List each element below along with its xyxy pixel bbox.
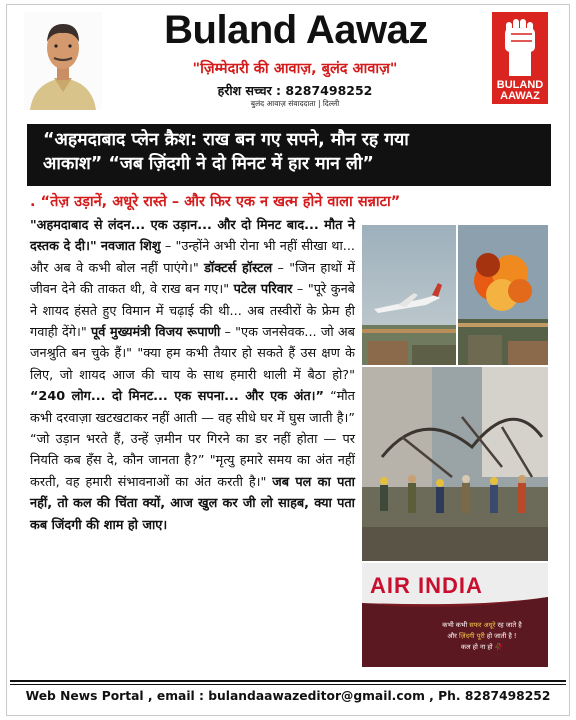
footer-divider	[10, 680, 566, 682]
plane-takeoff-photo	[362, 225, 456, 365]
main-headline	[27, 124, 551, 186]
editor-designation: बुलंद आवाज़ संवाददाता | दिल्ली	[250, 99, 340, 108]
article-body	[30, 215, 355, 536]
logo-text-line1: BULAND	[496, 79, 544, 91]
airline-logo-text: AIR INDIA	[370, 573, 483, 598]
crash-fire-photo	[458, 225, 548, 365]
quote-text: रह जाते है	[495, 621, 522, 629]
label-former-cm: पूर्व मुख्यमंत्री विजय रूपाणी	[90, 325, 221, 341]
headline-line1: “अहमदाबाद प्लेन क्रैश: राख बन गए सपने, मौन रह गया	[43, 130, 409, 150]
tribute-quote	[412, 620, 552, 653]
headline-line2: आकाश” “जब ज़िंदगी ने दो मिनट में हार मान ली”	[43, 154, 374, 174]
article-lead: "अहमदाबाद से लंदन... एक उड़ान... और दो मिनट बाद... मौत ने दस्तक दे दी।"	[30, 218, 355, 255]
quote-text: कभी कभी	[442, 621, 470, 629]
footer-contact: Web News Portal , email : bulandaawazeditor@gmail.com , Ph. 8287498252	[25, 689, 551, 703]
article-highlight: “240 लोग... दो मिनट... एक सपना... और एक अंत।”	[30, 389, 324, 405]
label-newborns: नवजात शिशु	[100, 239, 161, 255]
publication-tagline: "ज़िम्मेदारी की आवाज़, बुलंद आवाज़"	[192, 61, 398, 77]
article-text: – "उन्होंने अभी रोना भी नहीं सीखा था... और अब वे कभी बोल नहीं पाएंगे।"	[30, 239, 355, 276]
quote-highlight: सफर अधूरे	[469, 621, 496, 629]
quote-text: हो जाती है !	[484, 632, 517, 640]
editor-contact: हरीश सच्चर : 8287498252	[217, 83, 373, 98]
publication-title: Buland Aawaz	[164, 8, 428, 52]
article-closing: जब पल का पता नहीं, तो कल की चिंता क्यों, आज खुल कर जी लो साहब, क्या पता कब जिंदगी की शाम हो जाए।	[30, 474, 355, 533]
article-text: – "पूरे कुनबे ने शायद हंसते हुए विमान में चढ़ाई की थी... अब तस्वीरों के फ्रेम ही गवाही देंगे।"	[30, 282, 355, 341]
article-text: – "एक जनसेवक... जो अब जनश्रुति बन चुके हैं।" "क्या हम कभी तैयार हो सकते हैं उस क्षण के लिए, जो शायद आज की चाय के साथ हमारी थाली में बैठा हो?"	[30, 325, 355, 383]
quote-text: कल हो ना हो 🥀	[461, 643, 503, 651]
rescue-scene-photo	[362, 367, 548, 561]
editor-photo	[24, 12, 102, 110]
article-text: – "जिन हाथों में जीवन देने की ताकत थी, वे राख बन गए।"	[30, 260, 355, 298]
footer-divider-thin	[10, 684, 566, 685]
sub-headline: . “तेज़ उड़ानें, अधूरे रास्ते – और फिर एक न खत्म होने वाला सन्नाटा”	[30, 194, 401, 210]
label-doctors-hostel: डॉक्टर्स हॉस्टल	[204, 260, 273, 276]
raised-fist-icon	[492, 14, 548, 80]
logo-text-line2: AAWAZ	[500, 90, 540, 102]
article-text: “मौत कभी दरवाज़ा खटखटाकर नहीं आती — वह सीधे घर में घुस जाती है।” “जो उड़ान भरते हैं, उन्हें ज़मीन पर गिरने का डर नहीं होता — पर नियति कब हँस दे, कौन जानता है?” "मृत्यु हमारे समय का अंत नहीं करती, वह हमारी संभावनाओं का अंत करती है।"	[30, 389, 355, 490]
brand-logo	[492, 12, 548, 104]
label-patel-family: पटेल परिवार	[233, 282, 293, 298]
quote-highlight: ज़िंदगी पूरी	[458, 632, 485, 640]
quote-text: और	[447, 632, 459, 640]
